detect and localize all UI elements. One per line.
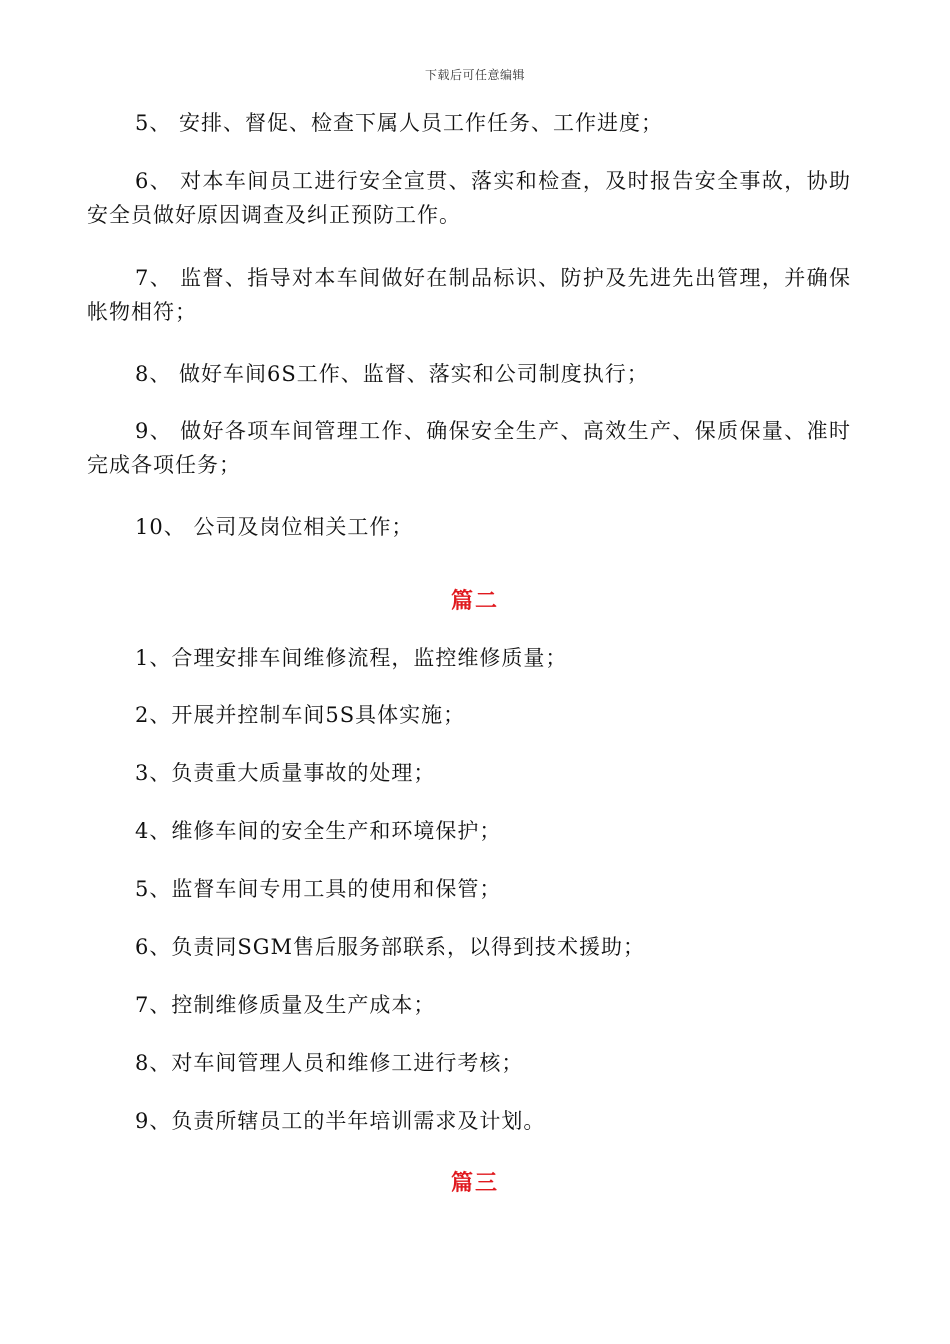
duty-item-8: 8、 做好车间6S工作、监督、落实和公司制度执行； — [135, 362, 649, 386]
section2-item-8: 8、对车间管理人员和维修工进行考核； — [135, 1051, 524, 1075]
duty-item-10: 10、 公司及岗位相关工作； — [135, 515, 414, 539]
header-note: 下载后可任意编辑 — [424, 68, 525, 82]
section2-item-5: 5、监督车间专用工具的使用和保管； — [135, 877, 502, 901]
section2-item-4: 4、维修车间的安全生产和环境保护； — [135, 819, 502, 843]
section2-item-1: 1、合理安排车间维修流程，监控维修质量； — [135, 646, 568, 670]
section-title-3: 篇三 — [450, 1170, 499, 1196]
duty-item-9: 9、 做好各项车间管理工作、确保安全生产、高效生产、保质保量、准时完成各项任务； — [87, 419, 851, 477]
section2-item-9: 9、负责所辖员工的半年培训需求及计划。 — [135, 1109, 546, 1133]
section2-item-7: 7、控制维修质量及生产成本； — [135, 993, 436, 1017]
duty-item-5: 5、 安排、督促、检查下属人员工作任务、工作进度； — [135, 111, 664, 135]
duty-item-6: 6、 对本车间员工进行安全宣贯、落实和检查，及时报告安全事故，协助安全员做好原因调查及纠正预防工作。 — [87, 169, 851, 227]
section2-item-3: 3、负责重大质量事故的处理； — [135, 761, 436, 785]
section-title-2: 篇二 — [450, 588, 499, 614]
duty-item-7: 7、 监督、指导对本车间做好在制品标识、防护及先进先出管理，并确保帐物相符； — [87, 266, 851, 324]
section2-item-2: 2、开展并控制车间5S具体实施； — [135, 703, 466, 727]
section2-item-6: 6、负责同SGM售后服务部联系，以得到技术援助； — [135, 935, 646, 959]
